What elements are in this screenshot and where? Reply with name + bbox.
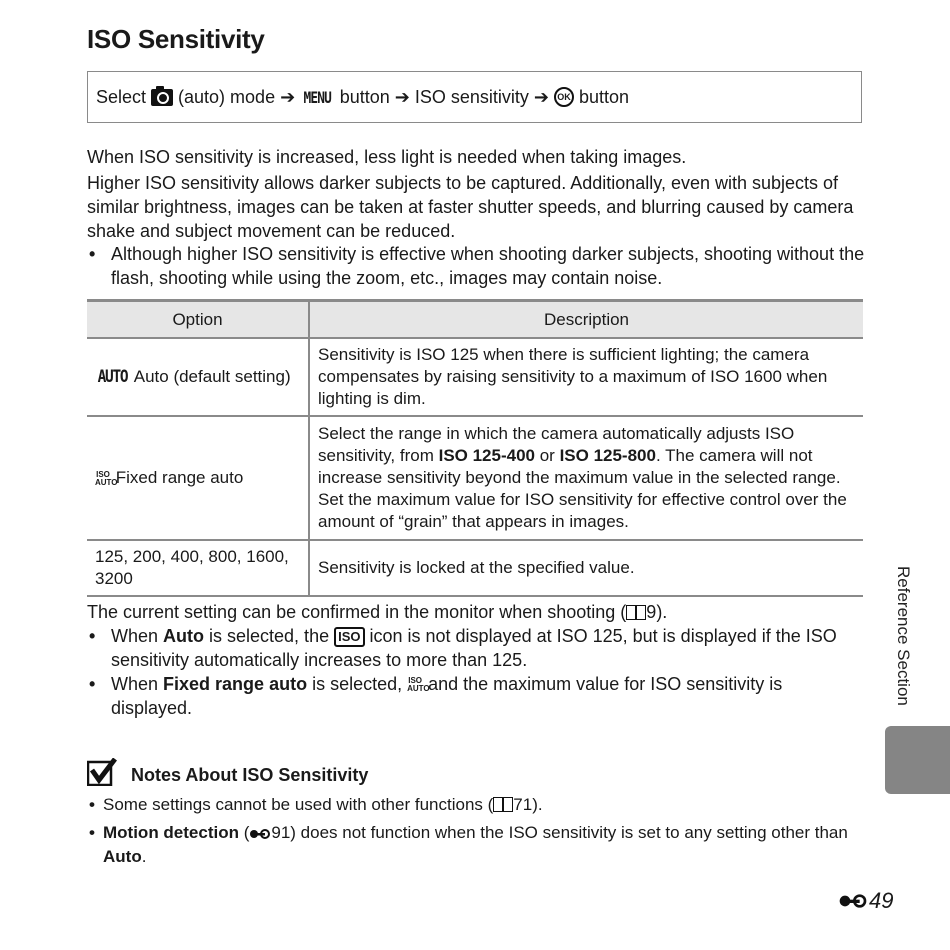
nav-menu-button: button [339,86,390,107]
page-number [838,888,893,914]
page-ref: 91 [271,823,291,842]
text: and the maximum value for ISO sensitivity is displayed. [111,674,783,718]
intro-line: When ISO sensitivity is increased, less light is needed when taking images. [87,147,687,167]
text: The current setting can be confirmed in the monitor when shooting ( [87,602,627,622]
text: ) does not function when the ISO sensitivity is set to any setting other than [290,823,848,842]
fixed-range-bullet [87,672,867,720]
nav-select: Select [96,86,147,107]
header-option: Option [87,301,309,339]
desc-text: or [535,446,560,465]
book-reference-icon [493,797,513,812]
intro-bullet: • Although higher ISO sensitivity is effective when shooting darker subjects, shooting without the flash, shooting while using the zoom, etc., images may contain noise. [87,242,867,290]
camera-icon [151,89,173,106]
nav-iso-sensitivity: ISO sensitivity [414,86,529,107]
description-cell: Sensitivity is ISO 125 when there is sufficient lighting; the camera compensates by raising sensitivity to a maximum of ISO 1600 when lighting is dim. [309,338,863,416]
fixed-range-auto-icon: ISO AUTO [95,469,118,487]
text: . [141,847,147,866]
desc-text: Select the range in which the camera automatically adjusts ISO sensitivity, from [318,424,795,465]
page-title: ISO Sensitivity [87,24,265,54]
ok-button-icon: OK [554,87,574,107]
description-cell: Sensitivity is locked at the specified value. [309,540,863,596]
table-row [87,540,863,596]
bold-text: Auto [163,626,205,646]
text: icon is not displayed at ISO 125, but is displayed if the ISO sensitivity automatically increases to more than 125. [111,626,837,670]
iso-icon: ISO [334,627,364,647]
text: When [111,674,164,694]
note-item [87,821,867,869]
arrow-icon: ➔ [533,86,549,107]
intro-paragraph: Higher ISO sensitivity allows darker subjects to be captured. Additionally, even with subjects of similar brightness, images can be taken at faster shutter speeds, and blurring caused by camera shake and subject movement can be reduced. [87,173,854,241]
option-cell [87,416,309,540]
header-description: Description [309,301,863,339]
table-row [87,416,863,540]
reference-section-icon [838,893,868,909]
nav-auto-mode: (auto) mode [178,86,276,107]
text: is selected, the [204,626,335,646]
auto-bullet [87,624,867,672]
desc-text: . The camera will not increase sensitivity beyond the maximum value in the selected range. Set the maximum value for ISO sensitivity for effective control over the amount of “grain” that appears in images. [318,446,847,531]
arrow-icon: ➔ [394,86,410,107]
text: is selected, [307,674,408,694]
option-label: Auto (default setting) [133,367,291,386]
page-ref: 9 [646,602,657,622]
desc-bold: ISO 125-400 [438,446,535,465]
section-side-label [893,566,917,716]
description-cell [309,416,863,540]
bold-text: Auto [103,847,142,866]
fixed-range-auto-icon: ISO AUTO [407,676,430,694]
page-ref: 71 [513,795,533,814]
option-cell: 125, 200, 400, 800, 1600, 3200 [87,540,309,596]
nav-ok-button: button [578,86,630,107]
text: Some settings cannot be used with other functions ( [103,795,494,814]
checkmark-note-icon [87,758,117,786]
note-item [87,793,867,817]
option-cell [87,338,309,416]
side-label-text: Reference Section [894,566,913,706]
text: ). [532,795,543,814]
text: When [111,626,164,646]
bold-text: Fixed range auto [163,674,308,694]
book-reference-icon [626,605,646,620]
table-header-row [87,301,863,339]
page-number-value: 49 [869,888,894,913]
menu-icon: MENU [303,87,332,107]
text: ( [238,823,250,842]
options-table [87,299,863,597]
section-tab [885,726,950,794]
desc-bold: ISO 125-800 [559,446,656,465]
auto-icon: AUTO [97,367,128,387]
confirm-text [87,600,867,624]
navigation-path [87,71,862,123]
text: ). [656,602,668,622]
notes-title: Notes About ISO Sensitivity [131,765,369,785]
arrow-icon: ➔ [280,86,296,107]
option-label: Fixed range auto [115,468,244,487]
reference-section-icon [249,828,271,840]
table-row [87,338,863,416]
bold-text: Motion detection [103,823,239,842]
